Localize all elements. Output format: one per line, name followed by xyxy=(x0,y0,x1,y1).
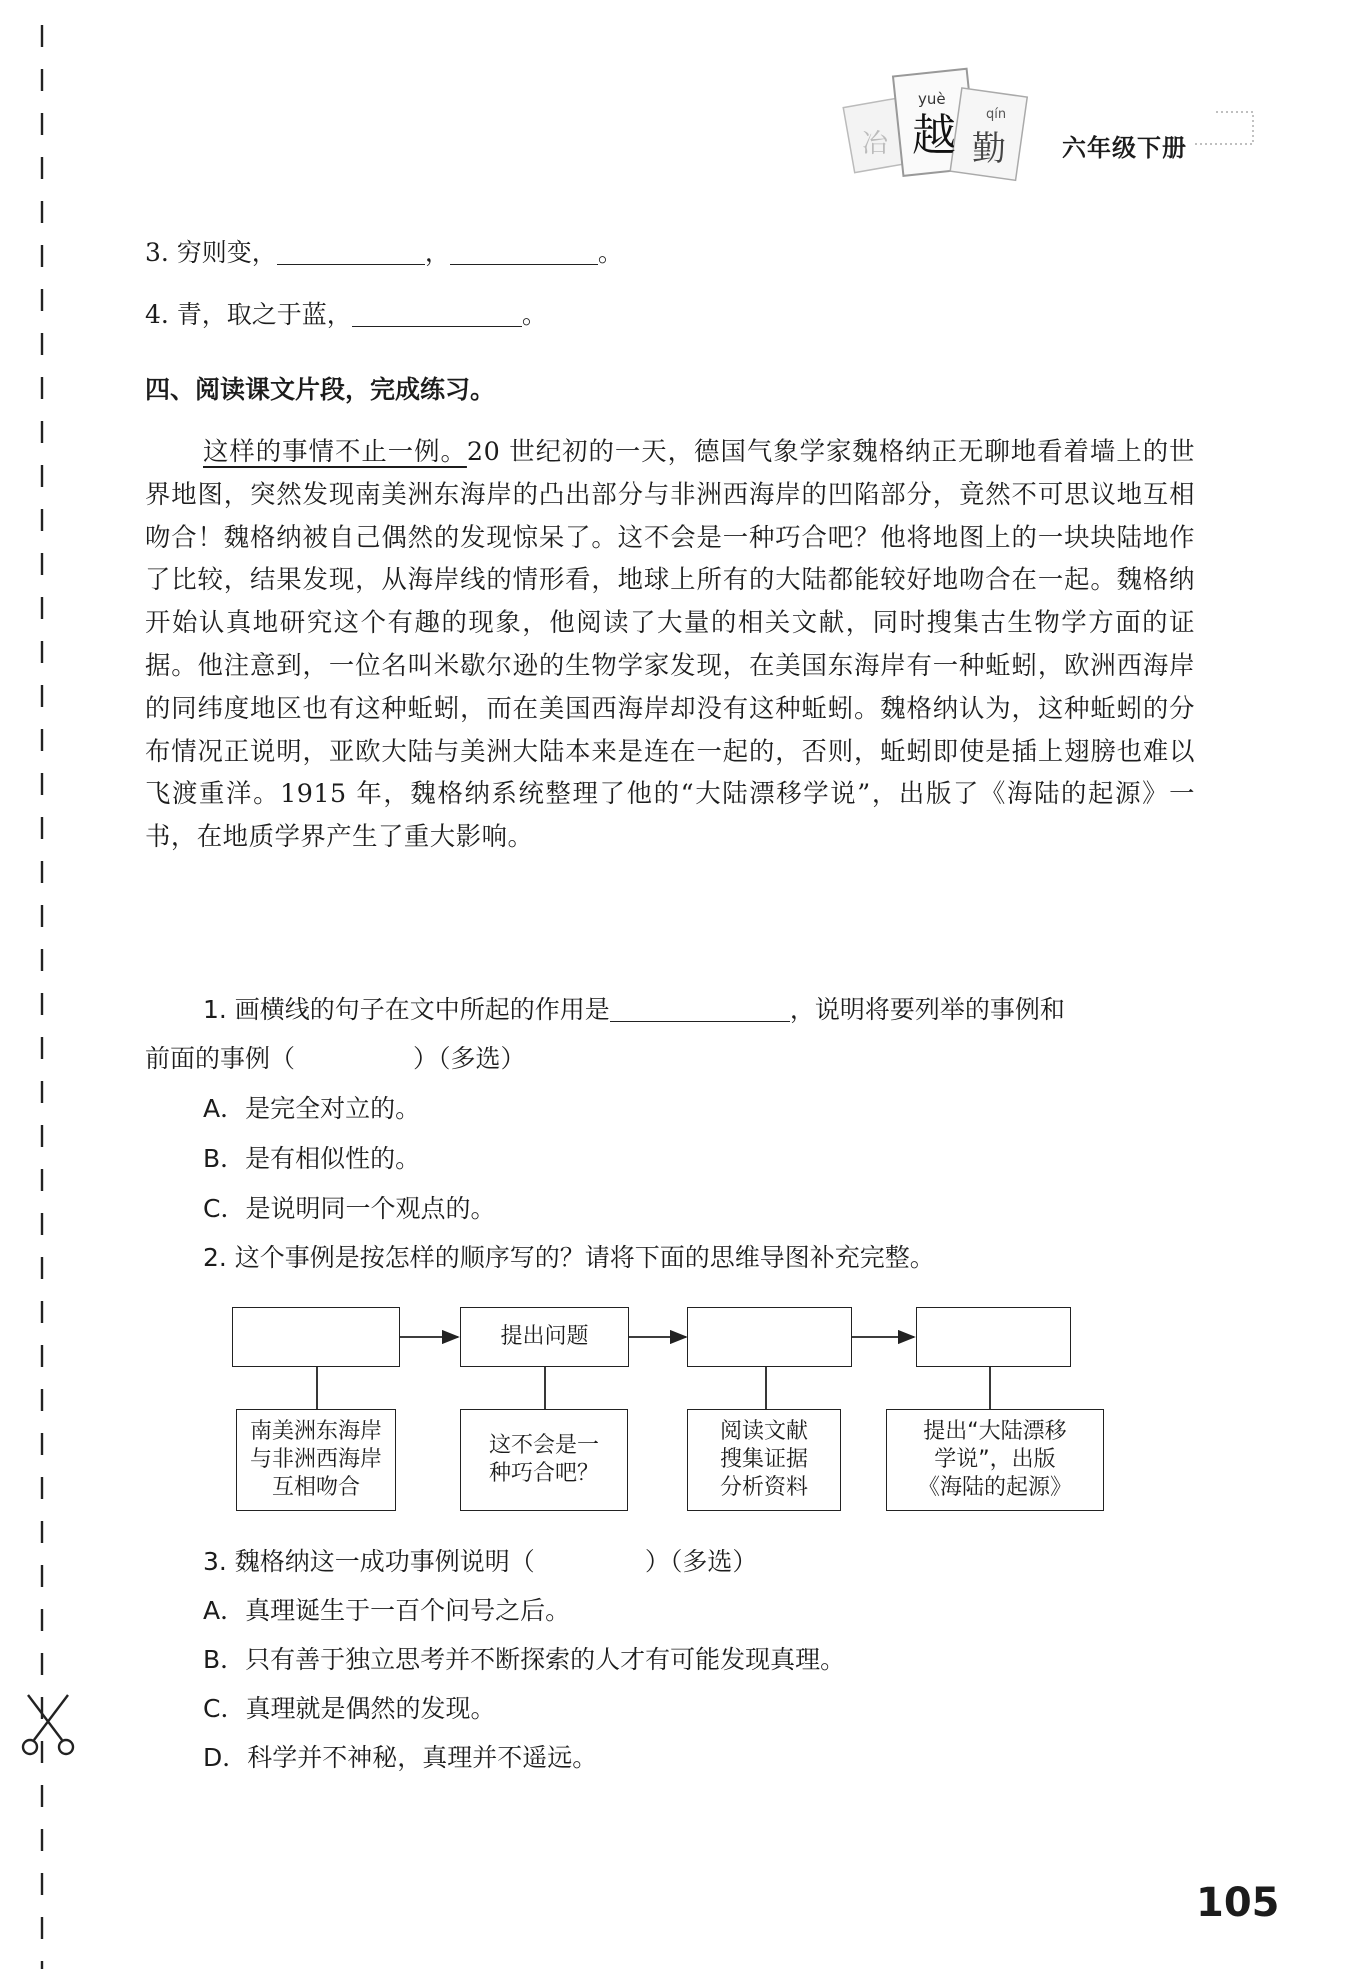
scissors-icon xyxy=(18,1690,78,1760)
q3-option-d: D．科学并不神秘，真理并不遥远。 xyxy=(203,1743,598,1772)
fill-blank-3 xyxy=(145,238,623,268)
mind-map-bottom-box-3: 阅读文献 搜集证据 分析资料 xyxy=(687,1409,841,1511)
question-1-line-2 xyxy=(145,1043,526,1075)
q1-option-b: B．是有相似性的。 xyxy=(203,1144,421,1173)
fill-blank-4-suffix: 。 xyxy=(521,300,547,329)
answer-blank[interactable] xyxy=(352,302,522,327)
header-dotted-frame xyxy=(1195,110,1255,146)
question-2: 2. 这个事例是按怎样的顺序写的？请将下面的思维导图补充完整。 xyxy=(203,1243,935,1272)
logo-pinyin-2: qín xyxy=(986,107,1007,122)
grade-label: 六年级下册 xyxy=(1062,134,1187,162)
reading-passage xyxy=(145,430,1195,858)
cut-line xyxy=(40,0,44,1969)
logo-char-3: 勤 xyxy=(972,129,1006,169)
q1-option-a: A．是完全对立的。 xyxy=(203,1094,421,1123)
mind-map-bottom-box-2: 这不会是一 种巧合吧？ xyxy=(460,1409,628,1511)
question-1-choice-prefix: 前面的事例（ xyxy=(145,1044,296,1073)
answer-blank[interactable] xyxy=(277,240,425,265)
logo-char-1: 冶 xyxy=(862,129,889,159)
question-1-suffix: ，说明将要列举的事例和 xyxy=(789,995,1065,1024)
question-3 xyxy=(203,1546,757,1578)
question-1-line-1 xyxy=(203,994,1065,1026)
fill-blank-3-middle: ， xyxy=(424,238,450,267)
fill-blank-4-prefix: 4. 青，取之于蓝， xyxy=(145,300,352,329)
question-1-prefix: 1. 画横线的句子在文中所起的作用是 xyxy=(203,995,610,1024)
q3-option-b: B．只有善于独立思考并不断探索的人才有可能发现真理。 xyxy=(203,1645,846,1674)
fill-blank-3-prefix: 3. 穷则变， xyxy=(145,238,277,267)
page-number: 105 xyxy=(1196,1880,1280,1926)
mind-map-top-box-4[interactable] xyxy=(916,1307,1071,1367)
mind-map-top-box-1[interactable] xyxy=(232,1307,400,1367)
underlined-sentence: 这样的事情不止一例。 xyxy=(203,436,467,466)
question-3-prefix: 3. 魏格纳这一成功事例说明（ xyxy=(203,1547,535,1576)
fill-blank-3-suffix: 。 xyxy=(597,238,623,267)
mind-map-bottom-box-4: 提出“大陆漂移 学说”，出版 《海陆的起源》 xyxy=(886,1409,1104,1511)
question-3-suffix: ）（多选） xyxy=(644,1547,758,1576)
header-logo xyxy=(838,52,1038,192)
question-1-choice-suffix: ）（多选） xyxy=(413,1044,526,1073)
answer-blank[interactable] xyxy=(450,240,598,265)
q1-option-c: C．是说明同一个观点的。 xyxy=(203,1194,496,1223)
fill-blank-4 xyxy=(145,300,547,330)
q3-option-a: A．真理诞生于一百个问号之后。 xyxy=(203,1596,571,1625)
answer-blank[interactable] xyxy=(610,997,790,1022)
logo-pinyin-1: yuè xyxy=(918,90,946,108)
mind-map-top-box-3[interactable] xyxy=(687,1307,852,1367)
mind-map-top-box-2: 提出问题 xyxy=(460,1307,629,1367)
passage-text: 20 世纪初的一天，德国气象学家魏格纳正无聊地看着墙上的世界地图，突然发现南美洲东海岸的凸出部分与非洲西海岸的凹陷部分，竟然不可思议地互相吻合！魏格纳被自己偶然的发现惊呆了。这不会是一种巧合吧？他将地图上的一块块陆地作了比较，结果发现，从海岸线的情形看，地球上所有的大陆都能较好地吻合在一起。魏格纳开始认真地研究这个有趣的现象，他阅读了大量的相关文献，同时搜集古生物学方面的证据。他注意到，一位名叫米歇尔逊的生物学家发现，在美国东海岸有一种蚯蚓，欧洲西海岸的同纬度地区也有这种蚯蚓，而在美国西海岸却没有这种蚯蚓。魏格纳认为，这种蚯蚓的分布情况正说明，亚欧大陆与美洲大陆本来是连在一起的，否则，蚯蚓即使是插上翅膀也难以飞渡重洋。1915 年，魏格纳系统整理了他的“大陆漂移学说”，出版了《海陆的起源》一书，在地质学界产生了重大影响。 xyxy=(145,436,1195,852)
logo-char-2: 越 xyxy=(912,110,956,161)
section-title: 四、阅读课文片段，完成练习。 xyxy=(145,375,496,404)
q3-option-c: C．真理就是偶然的发现。 xyxy=(203,1694,496,1723)
mind-map-bottom-box-1: 南美洲东海岸 与非洲西海岸 互相吻合 xyxy=(236,1409,396,1511)
